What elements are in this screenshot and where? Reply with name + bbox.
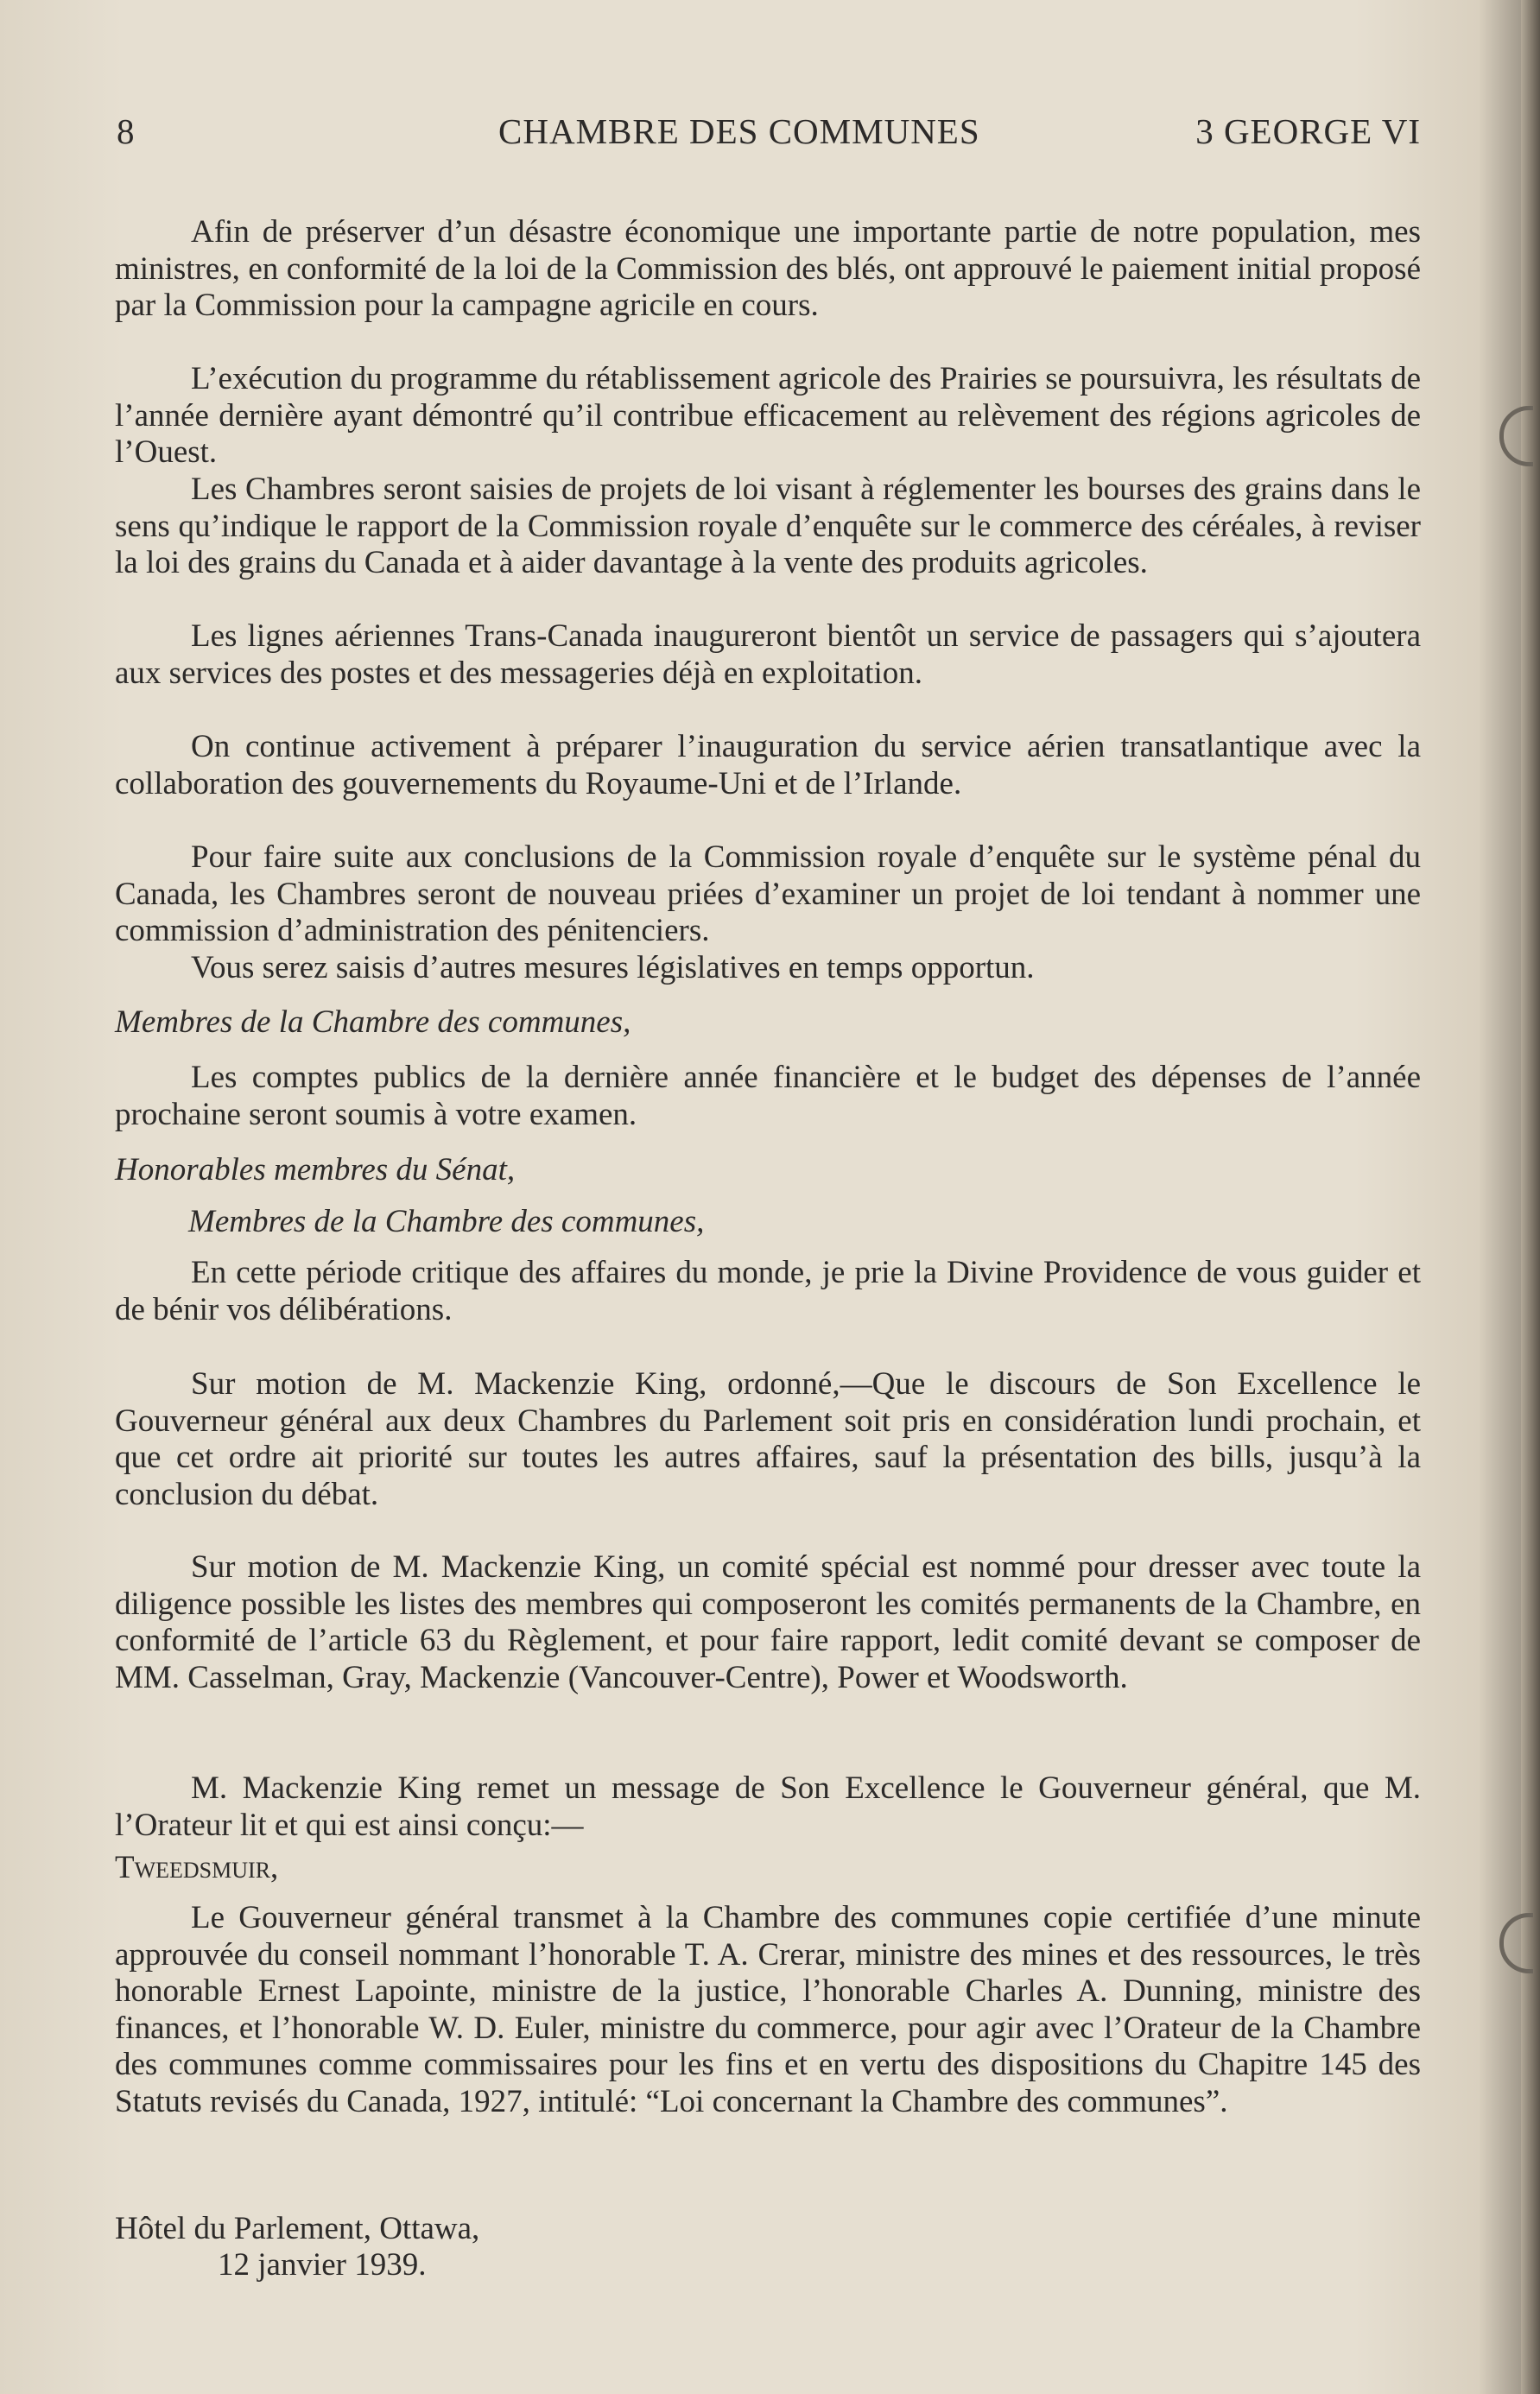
salutation-commons-2: Membres de la Chambre des communes,	[188, 1204, 705, 1239]
paragraph-transatlantic-service: On continue activement à préparer l’inauguration du service aérien transatlantique avec la collaboration des gouvernements du Royaume-Uni et de l’Irlande.	[115, 729, 1421, 801]
regnal-year: 3 GEORGE VI	[1195, 111, 1421, 151]
binding-edge	[1521, 0, 1540, 2394]
page-number: 8	[117, 111, 136, 151]
paragraph-special-committee: Sur motion de M. Mackenzie King, un comité spécial est nommé pour dresser avec toute la diligence possible les listes des membres qui composeront les comités permanents de la Chambre, en conformité de l’article 63 du Règlement, et pour faire rapport, ledit comité devant se composer de MM. Casselman, Gray, Mackenzie (Vancouver-Centre), Power et Woodsworth.	[115, 1549, 1421, 1695]
paragraph-grain-payment: Afin de préserver d’un désastre économique une importante partie de notre population, mes ministres, en conformité de la loi de la Commission des blés, ont approuvé le paiement initial proposé par la Commission pour la campagne agricile en cours.	[115, 214, 1421, 323]
place-line: Hôtel du Parlement, Ottawa,	[115, 2211, 480, 2246]
paragraph-message: M. Mackenzie King remet un message de Son Excellence le Gouverneur général, que M. l’Orateur lit et qui est ainsi conçu:—	[115, 1770, 1421, 1843]
paragraph-penitentiaries: Pour faire suite aux conclusions de la Commission royale d’enquête sur le système pénal du Canada, les Chambres seront de nouveau priées d’examiner un projet de loi tendant à nommer une commission d’administration des pénitenciers.	[115, 839, 1421, 948]
paragraph-divine-providence: En cette période critique des affaires du monde, je prie la Divine Providence de vous guider et de bénir vos délibérations.	[115, 1255, 1421, 1327]
paragraph-other-measures: Vous serez saisis d’autres mesures législatives en temps opportun.	[191, 950, 1035, 985]
paragraph-public-accounts: Les comptes publics de la dernière année financière et le budget des dépenses de l’année prochaine seront soumis à votre examen.	[115, 1060, 1421, 1132]
paragraph-trans-canada-airlines: Les lignes aériennes Trans-Canada inaugureront bientôt un service de passagers qui s’ajoutera aux services des postes et des messageries déjà en exploitation.	[115, 618, 1421, 691]
signature-tweedsmuir: Tweedsmuir,	[115, 1850, 279, 1885]
salutation-commons: Membres de la Chambre des communes,	[115, 1004, 631, 1040]
header-title: CHAMBRE DES COMMUNES	[498, 111, 980, 151]
running-header	[117, 111, 1421, 162]
paragraph-motion-address: Sur motion de M. Mackenzie King, ordonné,—Que le discours de Son Excellence le Gouverneur général aux deux Chambres du Parlement soit pris en considération lundi prochain, et que cet ordre ait priorité sur toutes les autres affaires, sauf la présentation des bills, jusqu’à la conclusion du débat.	[115, 1366, 1421, 1512]
date-line: 12 janvier 1939.	[218, 2247, 427, 2283]
paragraph-commissioners: Le Gouverneur général transmet à la Chambre des communes copie certifiée d’une minute approuvée du conseil nommant l’honorable T. A. Crerar, ministre des mines et des ressources, le très honorable Ernest Lapointe, ministre de la justice, l’honorable Charles A. Dunning, ministre des finances, et l’honorable W. D. Euler, ministre du commerce, pour agir avec l’Orateur de la Chambre des communes comme commissaires pour les fins et en vertu des dispositions du Chapitre 145 des Statuts revisés du Canada, 1927, intitulé: “Loi concernant la Chambre des communes”.	[115, 1900, 1421, 2119]
paragraph-grain-exchanges: Les Chambres seront saisies de projets de loi visant à réglementer les bourses des grains dans le sens qu’indique le rapport de la Commission royale d’enquête sur le commerce des céréales, à reviser la loi des grains du Canada et à aider davantage à la vente des produits agricoles.	[115, 472, 1421, 580]
paragraph-prairie-rehabilitation: L’exécution du programme du rétablissement agricole des Prairies se poursuivra, les résultats de l’année dernière ayant démontré qu’il contribue efficacement au relèvement des régions agricoles de l’Ouest.	[115, 361, 1421, 470]
salutation-senate: Honorables membres du Sénat,	[115, 1152, 516, 1188]
